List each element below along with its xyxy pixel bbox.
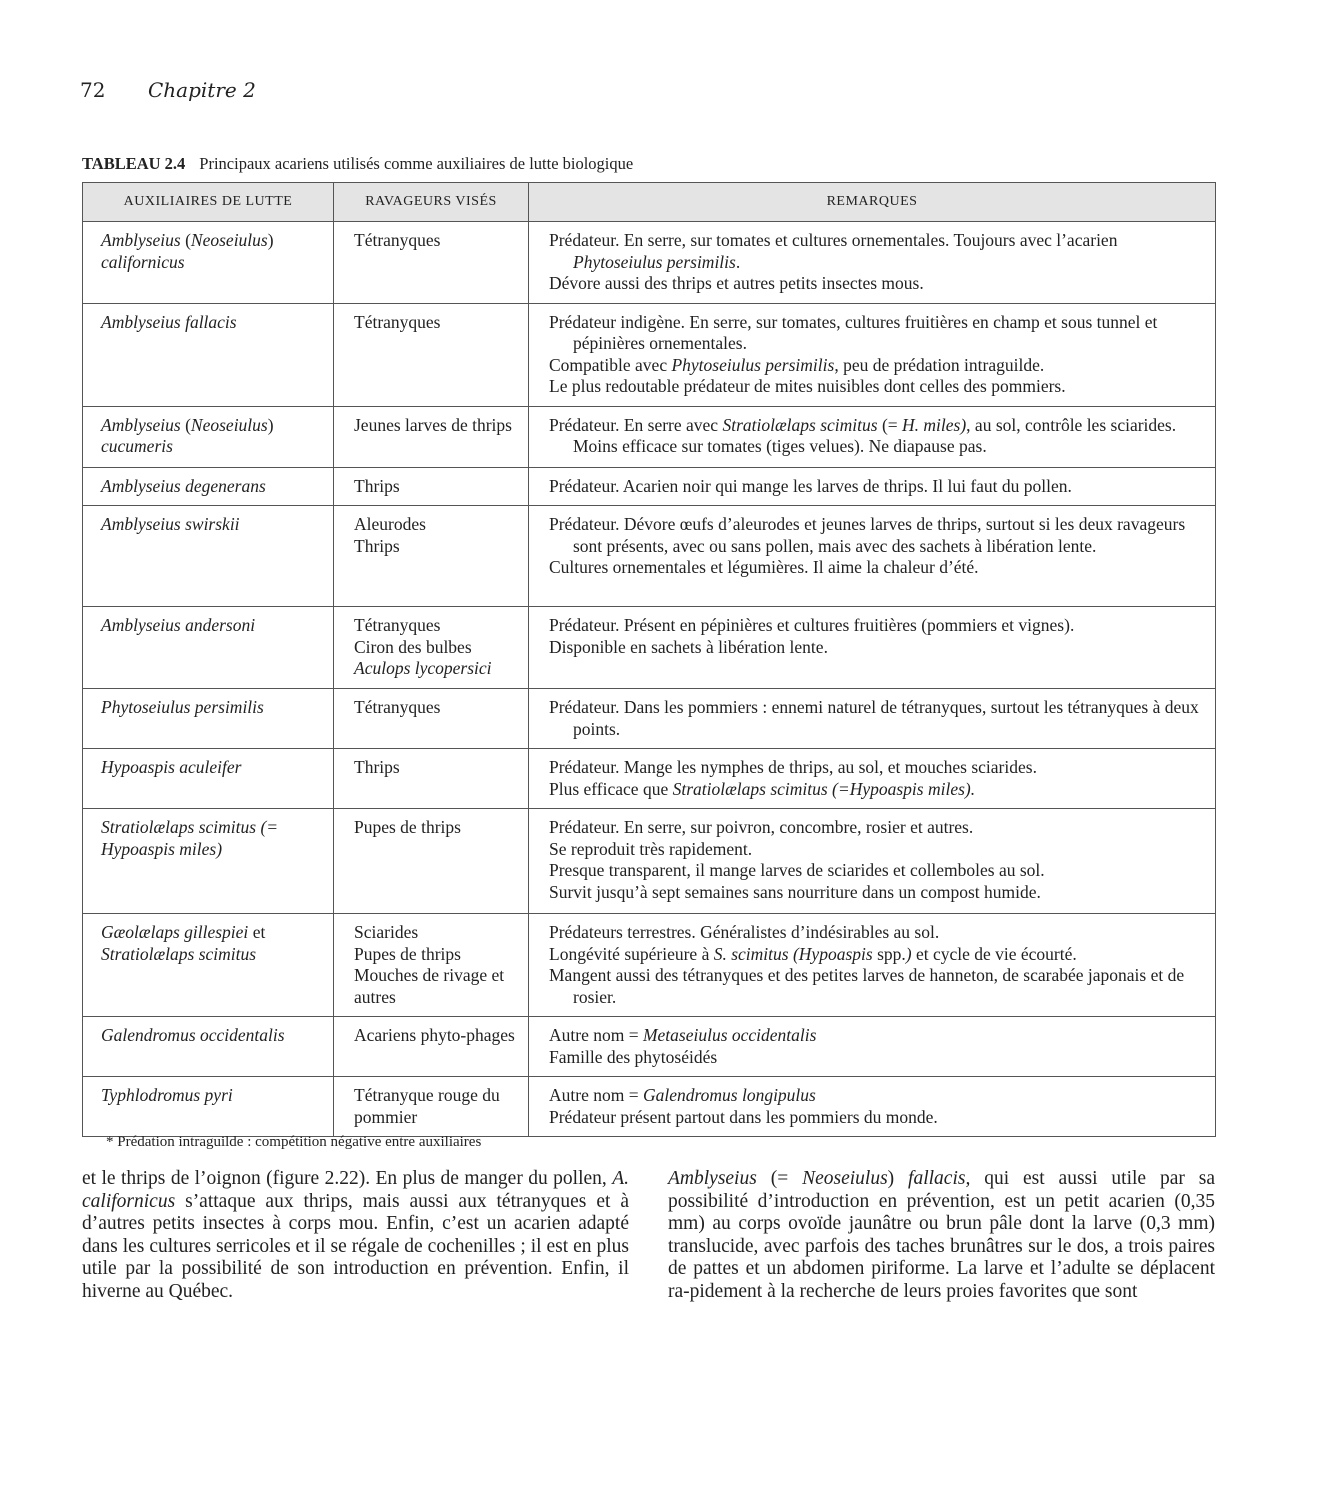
remark-paragraph [549,965,1205,1008]
italic-text: Amblyseius [668,1168,757,1189]
pest-line [354,817,518,839]
remark-paragraph [549,697,1205,740]
table-row [83,303,1216,406]
italic-text: Neoseiulus [190,230,268,250]
body-column-left [82,1168,629,1304]
italic-text: Amblyseius andersoni [101,615,256,635]
remark-paragraph [549,922,1205,944]
italic-text: Neoseiulus [802,1168,888,1189]
italic-text: Galendromus longipulus [642,1085,816,1105]
italic-text: Stratiolælaps scimitus [101,943,257,964]
text-segment: Disponible en sachets à libération lente. [549,636,828,657]
table-row [83,689,1216,749]
remark-paragraph [549,312,1205,355]
italic-text: Phytoseiulus persimilis [671,354,835,375]
text-segment: Presque transparent, il mange larves de sciarides et collemboles au sol. [549,860,1045,880]
text-segment: Aleurodes [354,514,426,534]
remarques-cell [529,749,1216,809]
remark-paragraph [549,817,1205,839]
pest-line [354,944,518,966]
page-number: 72 [80,78,106,102]
italic-text: Stratiolælaps scimitus [722,414,878,435]
text-segment: Prédateur présent partout dans les pommiers du monde. [549,1106,938,1127]
pest-line [354,922,518,944]
ravageurs-cell [334,303,529,406]
column-header-ravageurs: RAVAGEURS VISÉS [334,183,529,222]
remark-paragraph [549,839,1205,861]
text-segment: Prédateur. Acarien noir qui mange les larves de thrips. Il lui faut du pollen. [549,475,1072,496]
ravageurs-cell [334,467,529,506]
text-segment: Prédateur. En serre avec [549,414,723,435]
text-segment: Prédateur. En serre, sur poivron, concombre, rosier et autres. [549,817,974,837]
text-segment: Tétranyques [354,615,441,635]
table-label: TABLEAU 2.4 [82,154,186,173]
italic-text: Amblyseius swirskii [101,514,240,534]
text-segment: et le thrips de l’oignon (figure 2.22). En plus de manger du pollen, [82,1168,613,1189]
text-segment: Thrips [354,535,400,556]
column-header-auxiliaires: AUXILIAIRES DE LUTTE [83,183,334,222]
table-row [83,1017,1216,1077]
text-segment: ) [267,230,274,250]
remark-paragraph [549,415,1205,458]
italic-text: Amblyseius fallacis [101,311,237,332]
text-segment: Tétranyque rouge du pommier [354,1085,500,1127]
italic-text: fallacis, [908,1168,971,1189]
text-segment: s’attaque aux thrips, mais aussi aux tétranyques et à d’autres petits insectes à corps mou. Enfin, c’est un acarien adapté dans les cultures serricoles et il se régale de cochenilles ; il est en plus utile par la possibilité de son introduction en prévention. Enfin, il hiverne au Québec. [82,1190,629,1302]
text-segment: Autre nom = [549,1085,643,1105]
italic-text: Stratiolælaps scimitus (= Hypoaspis miles) [101,817,279,859]
auxiliaire-cell [83,1077,334,1137]
text-segment: Thrips [354,475,400,496]
text-segment: spp. [872,943,906,964]
italic-text: californicus [101,251,185,272]
text-segment: Mouches de rivage et autres [354,965,505,1007]
pest-line [354,476,518,498]
text-segment: Prédateurs terrestres. Généralistes d’indésirables au sol. [549,922,940,942]
remark-paragraph [549,637,1205,659]
pest-line [354,415,518,437]
remark-paragraph [549,355,1205,377]
text-segment: Pupes de thrips [354,817,461,837]
auxiliaire-cell [83,222,334,304]
auxiliaire-cell [83,506,334,607]
text-segment: ) [887,1168,909,1189]
italic-text: Amblyseius [101,230,181,250]
italic-text: Stratiolælaps scimitus (=Hypoaspis miles). [672,778,976,799]
remark-paragraph [549,1085,1205,1107]
remarques-cell [529,222,1216,304]
text-segment: Pupes de thrips [354,943,461,964]
table-caption [82,154,633,174]
text-segment: Prédateur. Mange les nymphes de thrips, au sol, et mouches sciarides. [549,757,1037,777]
text-segment: et [248,922,266,942]
pest-line [354,637,518,659]
text-segment: Thrips [354,757,400,777]
text-segment: Ciron des bulbes [354,636,472,657]
remarques-cell [529,303,1216,406]
ravageurs-cell [334,607,529,689]
text-segment: . [735,251,741,272]
text-segment: Prédateur. Présent en pépinières et cultures fruitières (pommiers et vignes). [549,615,1075,635]
ravageurs-cell [334,222,529,304]
table-row [83,607,1216,689]
remark-paragraph [549,230,1205,273]
ravageurs-cell [334,506,529,607]
table-row [83,506,1216,607]
text-segment: , au sol, contrôle les sciarides. Moins efficace sur tomates (tiges velues). Ne diapause pas. [573,414,1177,456]
ravageurs-cell [334,406,529,467]
remarques-cell [529,914,1216,1017]
italic-text: Amblyseius degenerans [101,475,266,496]
text-segment: Le plus redoutable prédateur de mites nuisibles dont celles des pommiers. [549,376,1066,396]
text-segment: Tétranyques [354,697,441,717]
pest-line [354,965,518,1008]
ravageurs-cell [334,914,529,1017]
remarques-cell [529,689,1216,749]
text-segment: Prédateur indigène. En serre, sur tomates, cultures fruitières en champ et sous tunnel et pépinières ornementales. [549,311,1158,353]
italic-text: A. californicus [82,1168,629,1212]
table-footnote: * Prédation intraguilde : compétition négative entre auxiliaires [106,1134,482,1150]
remark-paragraph [549,476,1205,498]
auxiliaire-cell [83,406,334,467]
text-segment: , peu de prédation intraguilde. [834,354,1045,375]
text-segment: ( [180,230,191,250]
text-segment: ) [267,414,274,435]
running-header-chapter: Chapitre 2 [148,78,256,102]
text-segment: Famille des phytoséidés [549,1046,718,1067]
table-row [83,914,1216,1017]
pest-line [354,658,518,680]
remarques-cell [529,809,1216,914]
text-segment: Compatible avec [549,354,672,375]
ravageurs-cell [334,1077,529,1137]
text-segment: Sciarides [354,922,419,942]
italic-text: Phytoseiulus persimilis [573,251,736,272]
italic-text: Amblyseius [101,414,181,435]
text-segment: Tétranyques [354,230,441,250]
remarques-cell [529,607,1216,689]
remark-paragraph [549,273,1205,295]
pest-line [354,312,518,334]
pest-line [354,1085,518,1128]
text-segment: ( [180,414,191,435]
table-row [83,809,1216,914]
auxiliaire-cell [83,749,334,809]
column-header-remarques: REMARQUES [529,183,1216,222]
remark-paragraph [549,376,1205,398]
remarques-cell [529,467,1216,506]
remarques-cell [529,506,1216,607]
table-row [83,1077,1216,1137]
italic-text: Hypoaspis aculeifer [101,757,242,777]
text-segment: qui est aussi utile par sa possibilité d’introduction en prévention, est un petit acarien (0,35 mm) au corps ovoïde jaunâtre ou brun pâle dont la larve (0,3 mm) translucide, avec parfois des taches brunâtres sur le dos, a trois paires de pattes et un abdomen piriforme. La larve et l’adulte se déplacent ra-pidement à la recherche de leurs proies favorites que sont [668,1168,1215,1302]
text-segment: Mangent aussi des tétranyques et des petites larves de hanneton, de scarabée japonais et de rosier. [549,965,1185,1007]
pest-line [354,697,518,719]
auxiliaire-cell [83,1017,334,1077]
pest-line [354,1025,518,1047]
ravageurs-cell [334,749,529,809]
table-row [83,222,1216,304]
table-row [83,467,1216,506]
italic-text: cucumeris [101,436,173,456]
text-segment: Tétranyques [354,311,441,332]
remark-paragraph [549,514,1205,557]
remark-paragraph [549,882,1205,904]
ravageurs-cell [334,809,529,914]
body-column-right [668,1168,1215,1304]
italic-text: H. miles) [902,414,967,435]
table-title: Principaux acariens utilisés comme auxiliaires de lutte biologique [199,154,634,173]
text-segment: Cultures ornementales et légumières. Il aime la chaleur d’été. [549,557,979,577]
acarien-table [82,182,1216,1137]
italic-text: ) [905,943,912,964]
table-row [83,406,1216,467]
italic-text: Phytoseiulus persimilis [101,697,264,717]
remark-paragraph [549,1047,1205,1069]
text-segment: et cycle de vie écourté. [911,943,1077,964]
text-segment: Longévité supérieure à [549,943,714,964]
remark-paragraph [549,1025,1205,1047]
auxiliaire-cell [83,914,334,1017]
text-segment: Survit jusqu’à sept semaines sans nourriture dans un compost humide. [549,881,1041,902]
italic-text: S. scimitus (Hypoaspis [713,943,873,964]
table-row [83,749,1216,809]
text-segment: (= [756,1168,803,1189]
text-segment: Dévore aussi des thrips et autres petits insectes mous. [549,273,924,293]
italic-text: Typhlodromus pyri [101,1085,233,1105]
remark-paragraph [549,779,1205,801]
pest-line [354,757,518,779]
pest-line [354,230,518,252]
text-segment: Autre nom = [549,1025,643,1045]
remark-paragraph [549,944,1205,966]
ravageurs-cell [334,689,529,749]
italic-text: Neoseiulus [190,414,268,435]
text-segment: Prédateur. En serre, sur tomates et cultures ornementales. Toujours avec l’acarien [549,230,1118,250]
auxiliaire-cell [83,607,334,689]
remarques-cell [529,1017,1216,1077]
remark-paragraph [549,860,1205,882]
text-segment: Prédateur. Dévore œufs d’aleurodes et jeunes larves de thrips, surtout si les deux ravageurs sont présents, avec ou sans pollen, mais avec des sachets à libération lente. [549,514,1186,556]
auxiliaire-cell [83,303,334,406]
text-segment: Jeunes larves de thrips [354,414,512,435]
italic-text: Gæolælaps gillespiei [101,922,249,942]
ravageurs-cell [334,1017,529,1077]
italic-text: Metaseiulus occidentalis [642,1025,817,1045]
remarques-cell [529,406,1216,467]
text-segment: Plus efficace que [549,778,673,799]
remark-paragraph [549,1107,1205,1129]
text-segment: Prédateur. Dans les pommiers : ennemi naturel de tétranyques, surtout les tétranyques à deux points. [549,697,1199,739]
pest-line [354,615,518,637]
auxiliaire-cell [83,467,334,506]
text-segment: Se reproduit très rapidement. [549,838,753,859]
remark-paragraph [549,557,1205,579]
remark-paragraph [549,615,1205,637]
auxiliaire-cell [83,689,334,749]
table-header-row [83,183,1216,222]
auxiliaire-cell [83,809,334,914]
italic-text: Galendromus occidentalis [101,1025,285,1045]
pest-line [354,514,518,536]
remarques-cell [529,1077,1216,1137]
text-segment: Acariens phyto-phages [354,1025,515,1045]
text-segment: (= [877,414,903,435]
pest-line [354,536,518,558]
italic-text: Aculops lycopersici [354,658,492,678]
remark-paragraph [549,757,1205,779]
